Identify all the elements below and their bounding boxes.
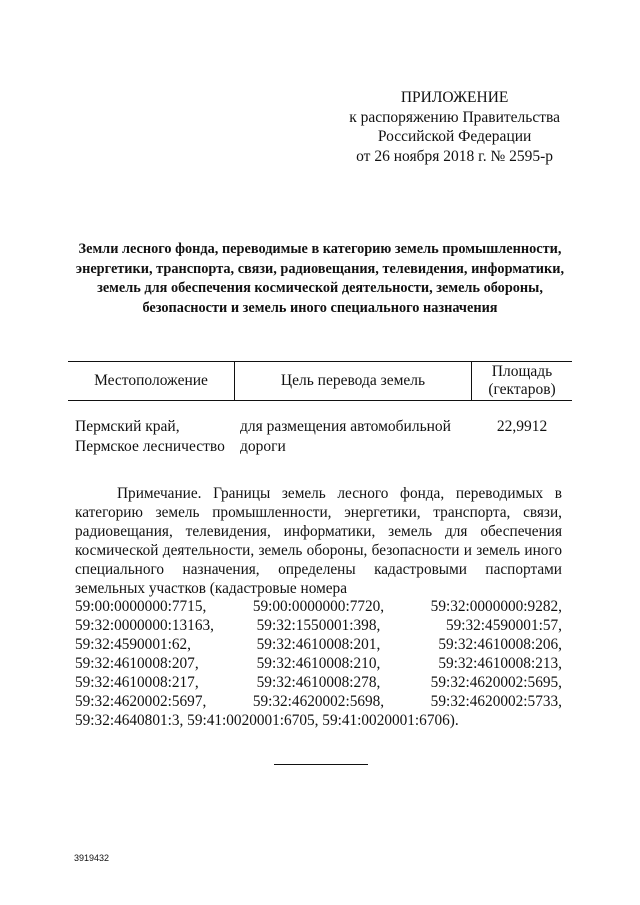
cell-location bbox=[75, 417, 225, 457]
column-header-location: Местоположение bbox=[94, 372, 208, 389]
appendix-line-3: от 26 ноября 2018 г. № 2595-р bbox=[356, 147, 554, 165]
note-last-line: 59:32:4640801:3, 59:41:0020001:6705, 59:41:0020001:6706). bbox=[75, 711, 459, 729]
cadastral-number: 59:32:4620002:5697, bbox=[75, 692, 207, 710]
cadastral-number: 59:32:4620002:5698, bbox=[252, 692, 385, 710]
cadastral-number-grid bbox=[75, 598, 562, 711]
appendix-line-1: к распоряжению Правительства bbox=[349, 108, 560, 126]
table-row bbox=[68, 417, 572, 469]
cadastral-number: 59:00:0000000:7720, bbox=[252, 598, 385, 616]
document-number: 3919432 bbox=[74, 853, 110, 863]
cadastral-number: 59:32:0000000:13163, bbox=[75, 617, 214, 635]
cadastral-number: 59:32:4610008:207, bbox=[75, 655, 199, 673]
cell-area: 22,9912 bbox=[496, 418, 548, 435]
location-line-2: Пермское лесничество bbox=[75, 438, 225, 455]
purpose-line-1: для размещения автомобильной bbox=[240, 418, 451, 435]
column-header-purpose: Цель перевода земель bbox=[280, 372, 426, 389]
appendix-title: ПРИЛОЖЕНИЕ bbox=[400, 89, 509, 106]
separator-line bbox=[274, 764, 368, 765]
cadastral-number: 59:32:4590001:62, bbox=[75, 636, 192, 654]
cadastral-number: 59:32:4610008:201, bbox=[256, 636, 381, 654]
cadastral-number: 59:32:4610008:213, bbox=[438, 655, 562, 673]
purpose-line-2: дороги bbox=[240, 438, 286, 455]
document-title: Земли лесного фонда, переводимые в категорию земель промышленности, энергетики, транспорта, связи, радиовещания, телевидения, информатики, земель для обеспечения космической деятельности, земель обороны, безопасности и земель иного специального назначения bbox=[75, 241, 565, 316]
note bbox=[75, 485, 562, 731]
cadastral-number: 59:32:1550001:398, bbox=[256, 617, 381, 635]
cadastral-number: 59:32:4590001:57, bbox=[445, 617, 562, 635]
cadastral-number: 59:32:4620002:5733, bbox=[430, 692, 562, 710]
cell-purpose bbox=[240, 417, 451, 457]
appendix-line-2: Российской Федерации bbox=[377, 128, 532, 145]
land-table bbox=[68, 361, 572, 469]
cadastral-number: 59:32:4610008:206, bbox=[438, 636, 562, 654]
cadastral-number: 59:32:4610008:210, bbox=[256, 655, 381, 673]
cadastral-number: 59:32:4620002:5695, bbox=[430, 674, 562, 692]
cadastral-number: 59:32:0000000:9282, bbox=[430, 598, 562, 616]
note-text: Примечание. Границы земель лесного фонда, переводимых в категорию земель промышленности, энергетики, транспорта, связи, радиовещания, телевидения, информатики, земель для обеспечения космической деятельности, земель обороны, безопасности и земель иного специального назначения, определены кадастровыми паспортами земельных участков (кадастровые номера bbox=[75, 485, 562, 597]
table-header bbox=[68, 361, 572, 401]
cadastral-number: 59:00:0000000:7715, bbox=[75, 598, 207, 616]
appendix-header bbox=[349, 88, 560, 166]
column-header-area: Площадь (гектаров) bbox=[488, 363, 556, 398]
cadastral-number: 59:32:4610008:278, bbox=[256, 674, 381, 692]
location-line-1: Пермский край, bbox=[75, 418, 180, 435]
cadastral-number: 59:32:4610008:217, bbox=[75, 674, 199, 692]
